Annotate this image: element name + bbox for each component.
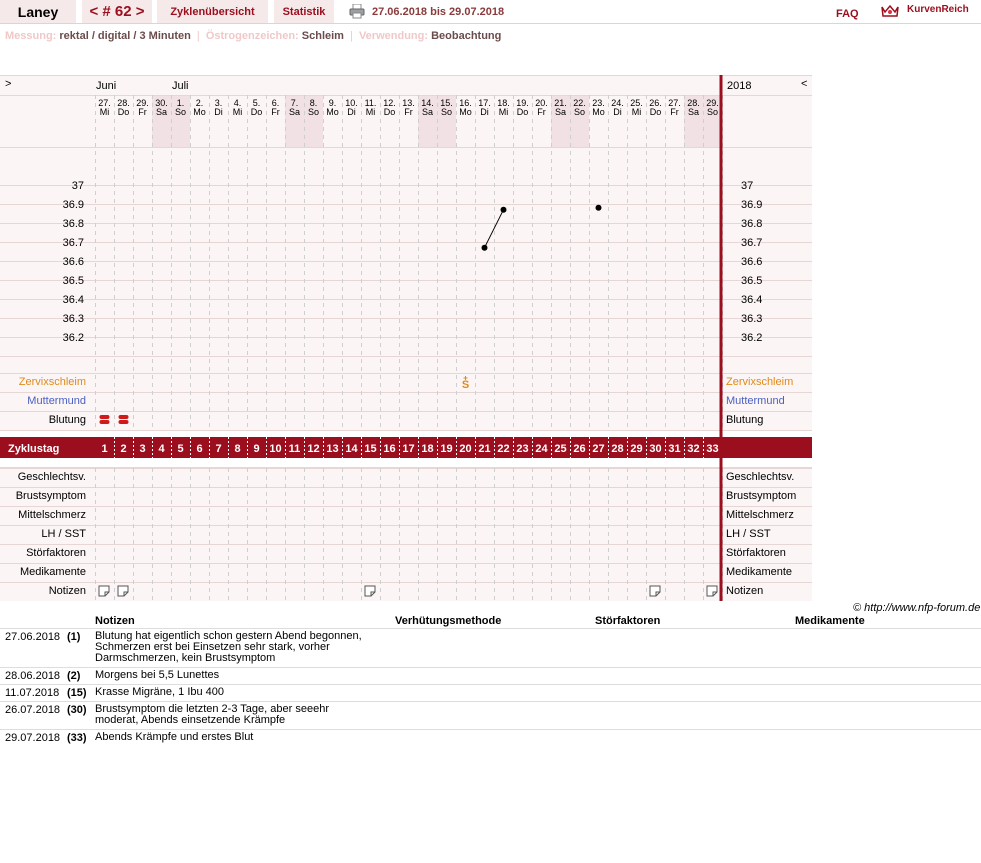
date-label: 28. — [117, 98, 130, 108]
cycle-day-number: 16 — [383, 443, 396, 455]
date-label: 21. — [554, 98, 567, 108]
month-label: Juli — [172, 80, 189, 92]
temp-tick-right: 36.5 — [741, 275, 763, 287]
weekday-label: Sa — [155, 107, 168, 117]
weekday-label: Mi — [498, 107, 509, 117]
temp-tick-right: 36.4 — [741, 294, 763, 306]
weekday-label: So — [307, 107, 320, 117]
cycle-day-number: 19 — [440, 443, 453, 455]
weekday-label: Fr — [138, 107, 147, 117]
contraception-header: Verhütungsmethode — [395, 615, 502, 627]
med-label-right: Medikamente — [726, 566, 793, 578]
temp-tick-right: 36.2 — [741, 332, 763, 344]
date-label: 17. — [478, 98, 491, 108]
copyright: © http://www.nfp-forum.de — [853, 602, 981, 614]
cycle-day-number: 33 — [706, 443, 719, 455]
date-range: 27.06.2018 bis 29.07.2018 — [372, 6, 505, 18]
weekday-label: Sa — [421, 107, 434, 117]
temp-tick-left: 36.5 — [62, 275, 84, 287]
date-label: 10. — [345, 98, 358, 108]
date-label: 7. — [290, 98, 299, 108]
cycle-day-number: 3 — [139, 443, 146, 455]
cycle-day-number: 26 — [573, 443, 586, 455]
lh-label-right: LH / SST — [726, 528, 771, 540]
weekday-label: Fr — [670, 107, 679, 117]
measurement-info — [5, 30, 501, 42]
date-label: 14. — [421, 98, 434, 108]
stoer-label: Störfaktoren — [26, 547, 86, 559]
weekday-label: Mo — [326, 107, 339, 117]
weekday-label: Sa — [554, 107, 567, 117]
tab-cycle-overview[interactable]: Zyklenübersicht — [157, 0, 268, 23]
stoer-label-right: Störfaktoren — [726, 547, 786, 559]
temp-tick-left: 37 — [71, 180, 84, 192]
date-label: 6. — [271, 98, 280, 108]
mittel-label-right: Mittelschmerz — [726, 509, 794, 521]
estrogen-value: Schleim — [301, 30, 344, 42]
cycle-day-number: 14 — [345, 443, 358, 455]
weekday-label: Do — [649, 107, 662, 117]
date-label: 20. — [535, 98, 548, 108]
cycle-day-number: 22 — [497, 443, 510, 455]
temp-tick-right: 36.7 — [741, 237, 763, 249]
cycle-day-number: 2 — [120, 443, 127, 455]
cycle-day-number: 27 — [592, 443, 605, 455]
mouth-label-right: Muttermund — [726, 395, 785, 407]
month-row-bg — [0, 75, 812, 95]
temp-tick-right: 36.6 — [741, 256, 763, 268]
mouth-label: Muttermund — [27, 395, 86, 407]
cycle-day-number: 21 — [478, 443, 491, 455]
row-day: (33) — [67, 732, 87, 744]
date-label: 9. — [328, 98, 337, 108]
date-label: 25. — [630, 98, 643, 108]
cycle-day-number: 9 — [253, 443, 260, 455]
cycle-day-number: 29 — [630, 443, 643, 455]
breast-label: Brustsymptom — [15, 490, 86, 502]
date-label: 22. — [573, 98, 586, 108]
cycle-day-number: 11 — [288, 443, 301, 455]
cycle-day-number: 28 — [611, 443, 624, 455]
date-label: 5. — [252, 98, 261, 108]
weekday-label: Di — [347, 107, 356, 117]
cycle-chart — [0, 75, 812, 601]
cycle-day-number: 6 — [196, 443, 203, 455]
cycle-day-number: 25 — [554, 443, 567, 455]
notes-header: Notizen — [95, 615, 135, 627]
date-label: 26. — [649, 98, 662, 108]
bleeding-label-right: Blutung — [726, 414, 764, 426]
date-label: 8. — [309, 98, 318, 108]
date-label: 4. — [233, 98, 242, 108]
date-label: 27. — [98, 98, 111, 108]
row-text: Blutung hat eigentlich schon gestern Abend begonnen, Schmerzen erst bei Einsetzen sehr stark, vorher Darmschmerzen, kein Brustsymptom — [95, 630, 362, 664]
temp-tick-left: 36.3 — [62, 313, 84, 325]
cycle-day-number: 12 — [307, 443, 320, 455]
temperature-point — [596, 205, 602, 211]
cycle-day-number: 20 — [459, 443, 472, 455]
date-label: 16. — [459, 98, 472, 108]
weekday-label: Mi — [365, 107, 376, 117]
breast-label-right: Brustsymptom — [726, 490, 797, 502]
temp-tick-left: 36.7 — [62, 237, 84, 249]
row-date: 28.06.2018 — [5, 670, 61, 682]
row-text: Brustsymptom die letzten 2-3 Tage, aber seeehr moderat, Abends einsetzende Krämpfe — [95, 703, 329, 726]
cycle-day-label: Zyklustag — [8, 443, 60, 455]
weekday-label: Di — [613, 107, 622, 117]
user-name: Laney — [0, 0, 76, 23]
separator: | — [196, 30, 200, 42]
crown-heart-icon[interactable] — [880, 3, 900, 19]
date-label: 29. — [706, 98, 719, 108]
temp-tick-left: 36.8 — [62, 218, 84, 230]
lh-label: LH / SST — [41, 528, 86, 540]
table-row — [0, 667, 981, 684]
cycle-day-number: 30 — [649, 443, 662, 455]
date-label: 19. — [516, 98, 529, 108]
medication-header: Medikamente — [795, 615, 865, 627]
date-label: 29. — [136, 98, 149, 108]
cycle-day-number: 10 — [269, 443, 282, 455]
row-date: 27.06.2018 — [5, 631, 61, 643]
use-value: Beobachtung — [431, 30, 502, 42]
cycle-day-number: 7 — [215, 443, 222, 455]
table-row — [0, 684, 981, 701]
weekday-label: Mi — [631, 107, 642, 117]
row-day: (1) — [67, 631, 81, 643]
bleeding-mark — [119, 420, 129, 424]
weekday-label: So — [174, 107, 187, 117]
row-text: Morgens bei 5,5 Lunettes — [95, 669, 220, 681]
cervix-label: Zervixschleim — [18, 376, 86, 388]
top-bar — [0, 0, 981, 24]
logo-text[interactable]: KurvenReich — [907, 4, 969, 15]
date-label: 1. — [176, 98, 185, 108]
weekday-label: Do — [383, 107, 396, 117]
row-text: Abends Krämpfe und erstes Blut — [95, 731, 254, 743]
use-label: Verwendung: — [358, 30, 429, 42]
printer-icon[interactable] — [349, 4, 365, 19]
prev-arrow: > — [5, 78, 12, 90]
weekday-label: Mo — [459, 107, 472, 117]
measure-label: Messung: — [5, 30, 57, 42]
row-text: Krasse Migräne, 1 Ibu 400 — [95, 686, 225, 698]
row-date: 29.07.2018 — [5, 732, 61, 744]
cycle-day-number: 31 — [668, 443, 681, 455]
bleeding-label: Blutung — [48, 414, 86, 426]
sex-label: Geschlechtsv. — [17, 471, 86, 483]
temp-tick-left: 36.2 — [62, 332, 84, 344]
med-label: Medikamente — [19, 566, 86, 578]
cycle-day-number: 15 — [364, 443, 377, 455]
date-label: 18. — [497, 98, 510, 108]
row-date: 26.07.2018 — [5, 704, 61, 716]
tab-statistics[interactable]: Statistik — [274, 0, 334, 23]
bleeding-mark — [119, 415, 129, 419]
cycle-day-number: 17 — [402, 443, 415, 455]
temp-tick-right: 36.9 — [741, 199, 763, 211]
row-day: (15) — [67, 687, 87, 699]
row-day: (30) — [67, 704, 87, 716]
weekday-label: Do — [516, 107, 529, 117]
measure-value: rektal / digital / 3 Minuten — [59, 30, 191, 42]
date-label: 11. — [364, 98, 377, 108]
temp-tick-right: 37 — [741, 180, 754, 192]
faq-link[interactable]: FAQ — [836, 8, 859, 20]
month-label: Juni — [96, 80, 117, 92]
cycle-day-number: 4 — [158, 443, 165, 455]
date-label: 24. — [611, 98, 624, 108]
cycle-day-number: 23 — [516, 443, 529, 455]
chart-svg — [0, 75, 812, 601]
cycle-day-number: 32 — [687, 443, 700, 455]
cervix-mark: S — [461, 379, 470, 391]
separator: | — [350, 30, 353, 42]
temp-tick-right: 36.3 — [741, 313, 763, 325]
disturbance-header: Störfaktoren — [595, 615, 661, 627]
weekday-label: Di — [214, 107, 223, 117]
notes-label: Notizen — [48, 585, 86, 597]
row-day: (2) — [67, 670, 81, 682]
date-label: 28. — [687, 98, 700, 108]
weekday-label: Fr — [271, 107, 280, 117]
weekday-label: Di — [480, 107, 489, 117]
date-label: 23. — [592, 98, 605, 108]
date-label: 15. — [440, 98, 453, 108]
weekday-label: So — [706, 107, 719, 117]
temp-tick-left: 36.6 — [62, 256, 84, 268]
weekday-label: Fr — [537, 107, 546, 117]
weekday-label: Mo — [592, 107, 605, 117]
temperature-point — [501, 207, 507, 213]
weekday-label: Mo — [193, 107, 206, 117]
weekday-label: Sa — [687, 107, 700, 117]
date-label: 3. — [214, 98, 223, 108]
weekday-label: So — [573, 107, 586, 117]
table-row — [0, 729, 981, 746]
weekday-label: Do — [117, 107, 130, 117]
cycle-day-number: 13 — [326, 443, 339, 455]
date-label: 30. — [155, 98, 168, 108]
temp-tick-right: 36.8 — [741, 218, 763, 230]
date-label: 2. — [195, 98, 204, 108]
bleeding-mark — [100, 415, 110, 419]
weekday-label: So — [440, 107, 453, 117]
table-row — [0, 628, 981, 667]
cycle-day-number: 5 — [177, 443, 184, 455]
cervix-label-right: Zervixschleim — [726, 376, 794, 388]
table-row — [0, 701, 981, 729]
mittel-label: Mittelschmerz — [18, 509, 86, 521]
cycle-day-number: 8 — [234, 443, 241, 455]
bleeding-mark — [100, 420, 110, 424]
weekday-label: Mi — [232, 107, 243, 117]
weekday-label: Mi — [99, 107, 110, 117]
temp-tick-left: 36.4 — [62, 294, 84, 306]
cycle-day-number: 24 — [535, 443, 548, 455]
next-arrow: < — [801, 78, 808, 90]
date-label: 13. — [402, 98, 415, 108]
date-label: 12. — [383, 98, 396, 108]
row-date: 11.07.2018 — [5, 687, 60, 699]
year-label: 2018 — [727, 80, 752, 92]
weekday-label: Do — [250, 107, 263, 117]
sex-label-right: Geschlechtsv. — [726, 471, 795, 483]
temperature-point — [482, 245, 488, 251]
temp-tick-left: 36.9 — [62, 199, 84, 211]
estrogen-label: Östrogenzeichen: — [205, 30, 299, 42]
notes-label-right: Notizen — [726, 585, 764, 597]
cycle-day-number: 1 — [101, 443, 108, 455]
header-divider — [0, 23, 981, 24]
cycle-navigator[interactable]: < # 62 > — [82, 0, 152, 23]
weekday-label: Sa — [288, 107, 301, 117]
date-label: 27. — [668, 98, 681, 108]
cycle-day-number: 18 — [421, 443, 434, 455]
weekday-label: Fr — [404, 107, 413, 117]
